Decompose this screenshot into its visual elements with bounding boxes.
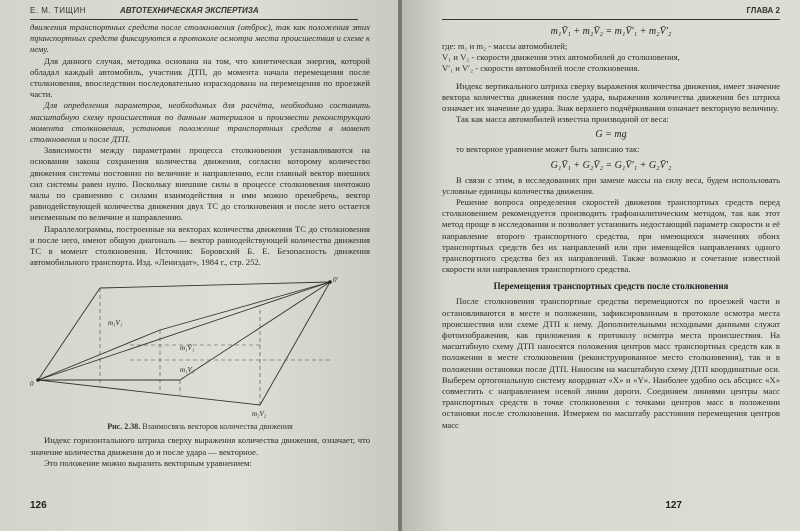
- paragraph: Для определения параметров, необходимых для расчёта, необходимо составить масштабную схему происшествия по данным материалов и произвести реконструкцию момента столкновения, установив положение транспортных средств в момент столкновения и после ДТП.: [30, 100, 370, 145]
- figure-caption: [30, 422, 370, 431]
- weight-vector-equation: G₁V̄₁ + G₂V̄₂ = G₁V̄′₁ + G₂V̄′₂: [550, 159, 672, 171]
- label-origin: 0: [30, 380, 34, 389]
- vector-line: [260, 282, 330, 405]
- variable-line: V₁ и V₂ - скорости движения этих автомобилей до столкновения,: [442, 52, 680, 63]
- label-left-mid: m₁V₁: [108, 319, 123, 328]
- vector-line: [38, 380, 260, 405]
- variable-list: [442, 41, 780, 75]
- paragraph: Индекс вертикального штриха сверху выражения количества движения, имеет значение вектора количества движения после удара, выражения количества движения без штриха означает их значение до удара. Знак верхнего подчёркивания означает векторную величину.: [442, 80, 780, 114]
- vector-line: [38, 330, 160, 380]
- right-page: [402, 0, 800, 531]
- origin-point: [36, 379, 40, 383]
- running-head-chapter: ГЛАВА 2: [746, 6, 780, 15]
- variable-line: V′₁ и V′₂ - скорости автомобилей после столкновения.: [442, 63, 640, 74]
- variable-line: где: m₁ и m₂ - массы автомобилей;: [442, 41, 568, 51]
- vector-line: [180, 282, 330, 380]
- left-page: [0, 0, 398, 531]
- paragraph: движения транспортных средств после столкновения (отброс), так как положения этих транспортных средств фиксируются в протоколе осмотра места происшествия и схеме к нему.: [30, 22, 370, 55]
- paragraph: Параллелограммы, построенные на векторах количества движения ТС до столкновения и после него, имеют общую диагональ — вектор равнодействующей количества движения ТС в момент столкновения. Источник: Боровский Б. Е. Безопасность движения автомобильного транспорта. Изд. «Лениздат», 1984 г., стр. 252.: [30, 223, 370, 268]
- figure-caption-label: Рис. 2.38.: [107, 422, 141, 432]
- paragraph: Зависимости между параметрами процесса столкновения устанавливаются на основании закона сохранения количества движения, согласно которому количество движения системы постоянно по величине и направлению, если главный вектор внешних сил системы равен нулю. Поскольку внешние силы в процессе столкновения ничтожно малы по сравнению с силами взаимодействия и ими можно пренебречь, вектор равнодействующей количества движения двух ТС до столкновения и после него остается неизменным по величине и направлению.: [30, 145, 370, 223]
- label-bottom-right: m₂V₂: [252, 410, 267, 419]
- running-head-title: АВТОТЕХНИЧЕСКАЯ ЭКСПЕРТИЗА: [120, 6, 259, 15]
- section-title: Перемещения транспортных средств после столкновения: [493, 281, 729, 292]
- label-middle: m₁V̄₁: [180, 344, 195, 353]
- figure-caption-text: Взаимосвязь векторов количества движения: [142, 422, 293, 432]
- page-number: 127: [665, 500, 682, 511]
- vector-line: [38, 288, 100, 380]
- vector-line: [160, 282, 330, 330]
- paragraph: Это положение можно выразить векторным уравнением:: [44, 457, 252, 468]
- vector-line: [100, 282, 330, 288]
- paragraph: Для данного случая, методика основана на том, что кинетическая энергия, которой обладал каждый автомобиль, участник ДТП, до момента начала перемещения после столкновения, впоследствии последовательно израсходована на перемещения по проезжей части.: [30, 55, 370, 100]
- label-top-right: 0': [333, 276, 338, 285]
- paragraph: Так как масса автомобилей известна производной от веса:: [456, 114, 669, 125]
- left-running-head: [30, 6, 358, 20]
- vector-diagram: [30, 270, 370, 420]
- end-point: [328, 281, 332, 285]
- paragraph: то векторное уравнение может быть записано так:: [456, 144, 640, 155]
- vector-figure: [30, 270, 370, 420]
- momentum-equation: m₁V̄₁ + m₂V̄₂ = m₁V̄′₁ + m₂V̄′₂: [550, 26, 672, 37]
- running-head-author: Е. М. ТИЩИН: [30, 6, 87, 15]
- right-running-head: [442, 6, 780, 20]
- paragraph: После столкновения транспортные средства перемещаются по проезжей части и остановливаются в месте и положении, зафиксированным в протоколе осмотра места происшествия или схеме ДТП к нему. Дополнительными исходными данными служат фотоизображения, как приложения к протоколу осмотра места происшествия. На масштабную схему ДТП наносятся положения центров масс транспортных средств как в положении в месте столкновения (реконструированное место столкновения), так и в положении остановки после ДТП. Наносим на масштабную схему ДТП координатные оси. Выберем ортогональную систему координат «X» и «Y». Наиболее удобно ось абсцисс «X» совместить с направлением осевой линии дороги. Соединяем линиями центры масс транспортных средств в точке столкновения с точками центров масс в положении остановки после столкновения. Измеряем по масштабу расстояния перемещения центров масс: [442, 296, 780, 430]
- paragraph: Решение вопроса определения скоростей движения транспортных средств перед столкновением рекомендуется производить графоаналитическим методом, так как этот метод проще в исследовании и позволяет установить недостающий параметр скорости и её направление второго транспортного средства, при имеющихся значениях обоих транспортных средств без их направлений или при имеющейся направлениях одного транспортного средства без их направлений. Также возможно и сочетание известной скорости или направления транспортного средства.: [442, 197, 780, 275]
- paragraph: В связи с этим, в исследованиях при замене массы на силу веса, будем использовать условные единицы количества движения.: [442, 174, 780, 196]
- paragraph: Индекс горизонтального штриха сверху выражения количества движения, означает, что значение количества движения до и после удара — векторное.: [30, 435, 370, 457]
- weight-formula: G = mg: [595, 129, 627, 141]
- label-bottom: m₁V₁: [180, 366, 195, 375]
- page-number: 126: [30, 500, 47, 511]
